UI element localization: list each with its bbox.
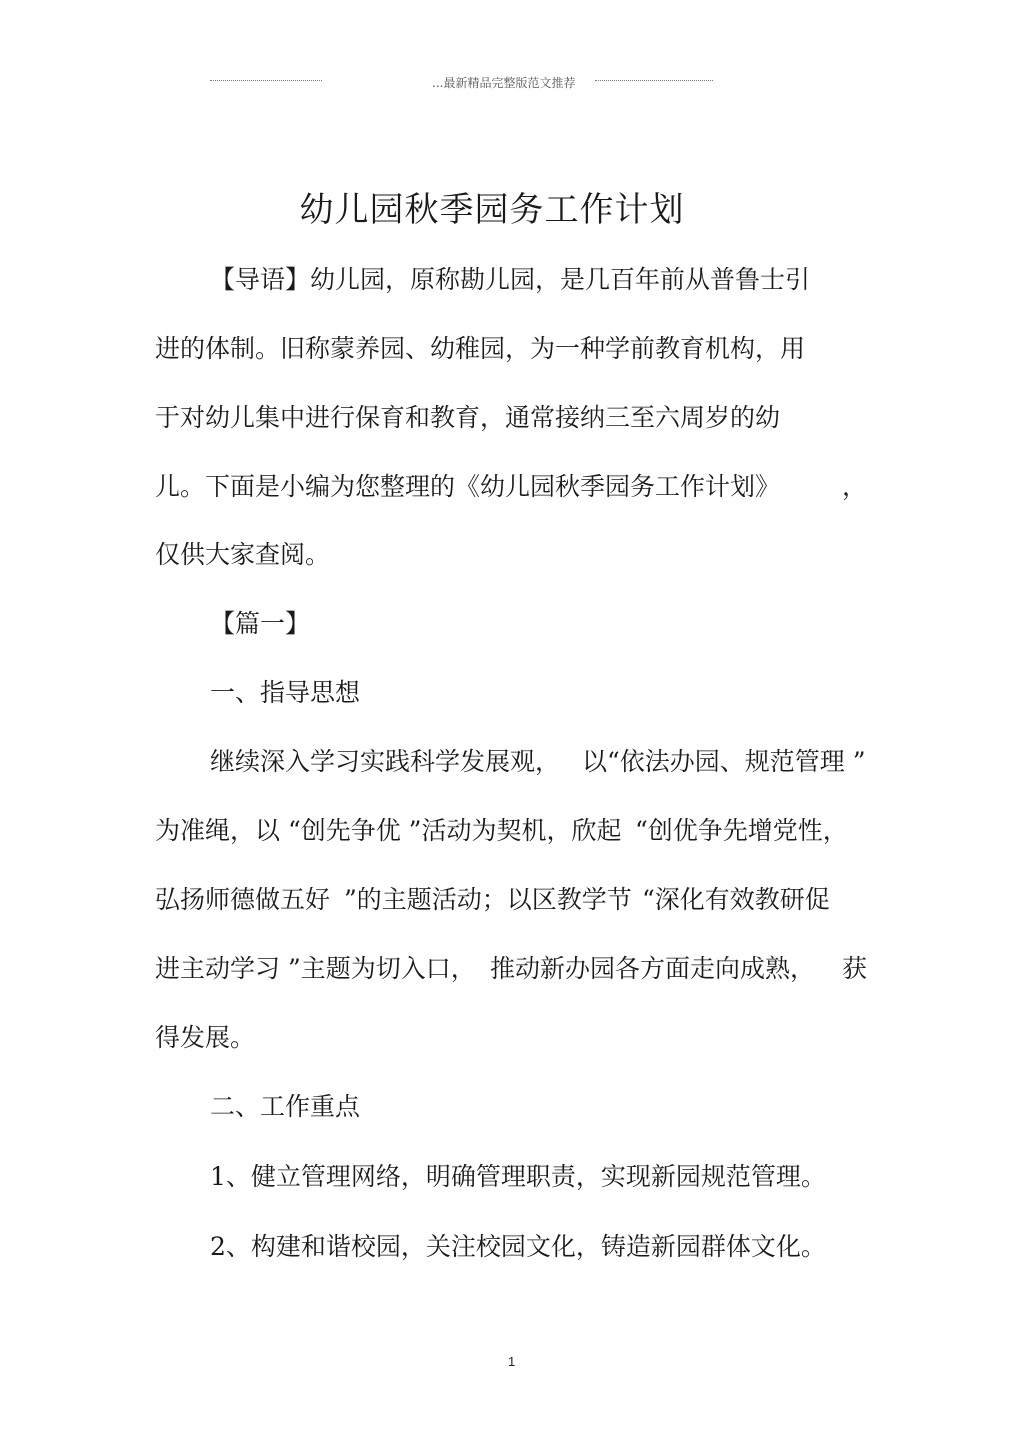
body-line-3a: 弘扬师德做五好 (155, 885, 331, 914)
heading-guiding-thought: 一、指导思想 (210, 678, 361, 707)
body-line-1b: 以“依法办园、规范管理 ” (582, 747, 866, 776)
focus-item-2: 2、构建和谐校园，关注校园文化，铸造新园群体文化。 (210, 1232, 826, 1261)
body-line-3b: ”的主题活动；以区教学节 (344, 885, 632, 914)
intro-line-3: 于对幼儿集中进行保育和教育，通常接纳三至六周岁的幼 (155, 403, 781, 432)
body-line-2b: “创优争先增党性， (635, 816, 848, 845)
intro-line-2: 进的体制。旧称蒙养园、幼稚园，为一种学前教育机构，用 (155, 334, 806, 363)
body-line-5: 得发展。 (155, 1023, 256, 1052)
body-line-3c: “深化有效教研促 (642, 885, 830, 914)
intro-line-4-comma: ， (842, 472, 868, 501)
focus-item-1: 1、健立管理网络，明确管理职责，实现新园规范管理。 (210, 1162, 826, 1191)
page-number: 1 (508, 1354, 516, 1369)
heading-work-focus: 二、工作重点 (210, 1092, 361, 1121)
intro-line-4: 儿。下面是小编为您整理的《幼儿园秋季园务工作计划》 (155, 472, 781, 501)
page-header (210, 74, 715, 90)
intro-line-1: 【导语】幼儿园，原称勘儿园，是几百年前从普鲁士引 (210, 265, 811, 294)
intro-line-5: 仅供大家查阅。 (155, 540, 331, 569)
body-line-2a: 为准绳，以 “创先争优 ”活动为契机，欣起 (155, 816, 622, 845)
body-line-4b: 推动新办园各方面走向成熟， (490, 954, 816, 983)
body-line-4a: 进主动学习 ”主题为切入口， (155, 954, 476, 983)
header-text: ...最新精品完整版范文推荐 (432, 76, 576, 90)
body-line-4c: 获 (842, 954, 868, 983)
header-dotted-rule-left (210, 80, 322, 81)
body-line-1a: 继续深入学习实践科学发展观， (210, 747, 561, 776)
section-heading-part-one: 【篇一】 (210, 609, 311, 638)
header-dotted-rule-right (595, 80, 713, 81)
document-title: 幼儿园秋季园务工作计划 (299, 190, 685, 230)
